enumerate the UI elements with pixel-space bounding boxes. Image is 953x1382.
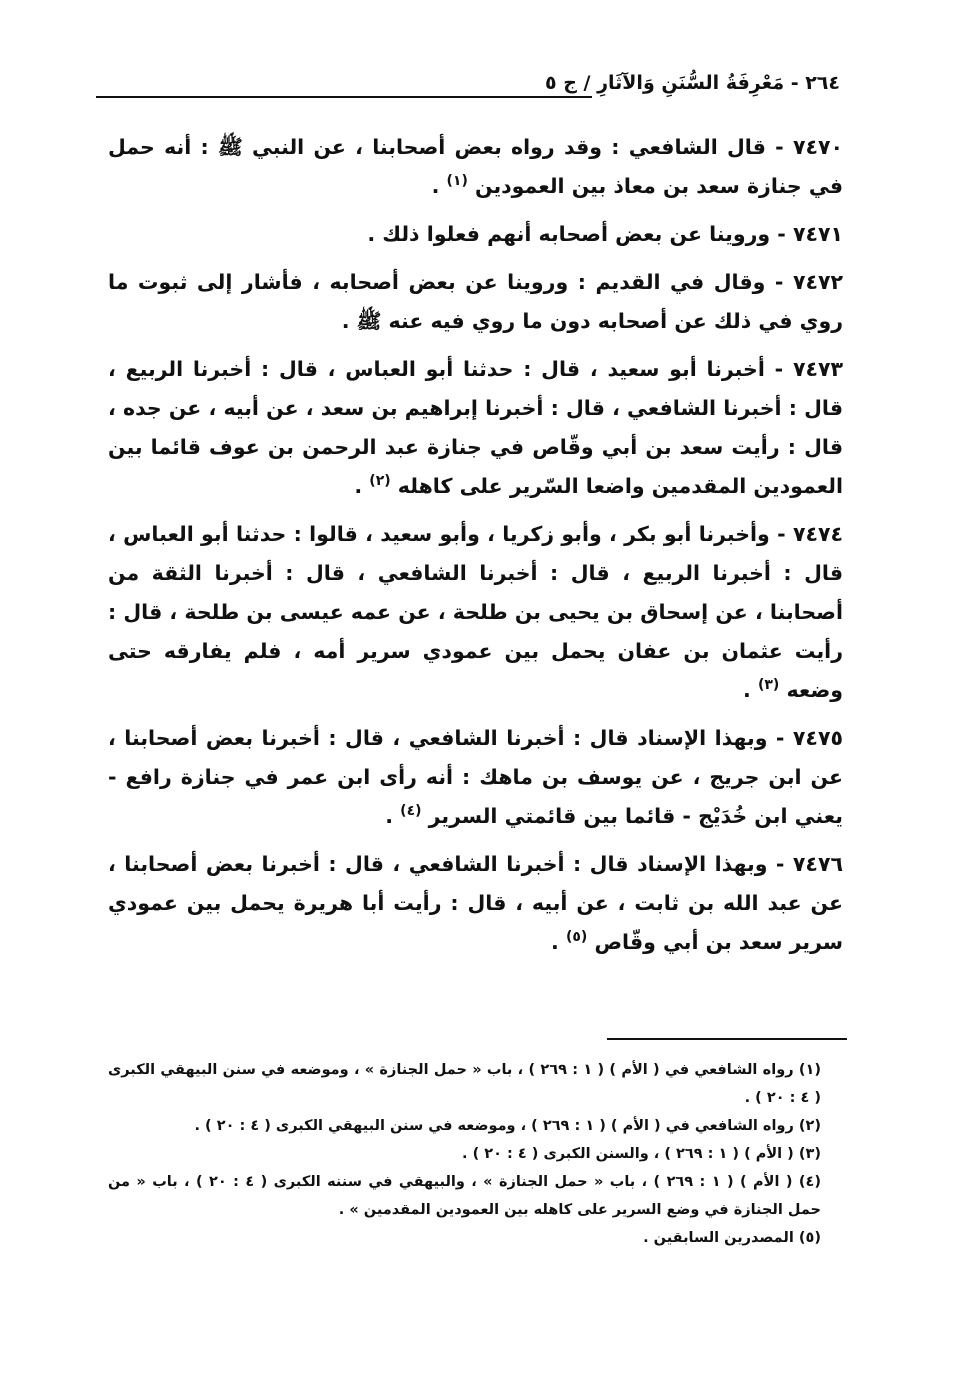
footnote-ref: (٢) <box>369 473 391 490</box>
hadith-end: . <box>431 174 447 198</box>
footnote: (٢) رواه الشافعي في ( الأم ) ( ١ : ٢٦٩ ) ، وموضعه في سنن البيهقي الكبرى ( ٤ : ٢٠ ) . <box>194 1118 821 1134</box>
hadith-paragraph: ٧٤٧١ - وروينا عن بعض أصحابه أنهم فعلوا ذلك . <box>367 222 843 246</box>
footnote: (٥) المصدرين السابقين . <box>643 1230 821 1246</box>
hadith-end: . <box>354 474 370 498</box>
hadith-number: ٧٤٧٢ <box>792 270 843 294</box>
hadith-text: وبهذا الإسناد قال : أخبرنا الشافعي ، قال : أخبرنا بعض أصحابنا ، عن ابن جريج ، عن يوسف بن ماهك : أنه رأى ابن عمر في جنازة رافع - يعني ابن خُدَيْج - قائما بين قائمتي السرير <box>108 726 843 828</box>
hadith-end: . <box>385 804 401 828</box>
hadith-text: أخبرنا أبو سعيد ، قال : حدثنا أبو العباس ، قال : أخبرنا الربيع ، قال : أخبرنا الشافعي ، قال : أخبرنا إبراهيم بن سعد ، عن أبيه ، عن جده ، قال : رأيت سعد بن أبي وقّاص في جنازة عبد الرحمن بن عوف قائما بين العمودين المقدمين واضعا السّرير على كاهله <box>108 357 843 498</box>
hadith-paragraph: ٧٤٧٢ - وقال في القديم : وروينا عن بعض أصحابه ، فأشار إلى ثبوت ما روي في ذلك عن أصحابه دون ما روي فيه عنه ﷺ . <box>108 270 843 333</box>
hadith-paragraph: ٧٤٧٠ - قال الشافعي : وقد رواه بعض أصحابنا ، عن النبي ﷺ : أنه حمل في جنازة سعد بن معاذ بين العمودين $^{(١)}$ . <box>108 135 843 198</box>
hadith-end: . <box>743 678 758 702</box>
hadith-number: ٧٤٧٦ <box>792 852 843 876</box>
hadith-paragraph: ٧٤٧٤ - وأخبرنا أبو بكر ، وأبو زكريا ، وأبو سعيد ، قالوا : حدثنا أبو العباس ، قال : أخبرنا الربيع ، قال : أخبرنا الشافعي ، قال : أخبرنا الثقة من أصحابنا ، عن إسحاق بن يحيى بن طلحة ، عن عمه عيسى بن طلحة ، قال : رأيت عثمان بن عفان يحمل بين عمودي سرير أمه ، فلم يفارقه حتى وضعه $^{(٣)}$ . <box>108 522 843 702</box>
footnotes <box>108 1056 843 1252</box>
hadith-text: وأخبرنا أبو بكر ، وأبو زكريا ، وأبو سعيد ، قالوا : حدثنا أبو العباس ، قال : أخبرنا الربيع ، قال : أخبرنا الشافعي ، قال : أخبرنا الثقة من أصحابنا ، عن إسحاق بن يحيى بن طلحة ، عن عمه عيسى بن طلحة ، قال : رأيت عثمان بن عفان يحمل بين عمودي سرير أمه ، فلم يفارقه حتى وضعه <box>108 522 843 702</box>
footnote-ref: (١) <box>446 173 468 190</box>
hadith-text: وبهذا الإسناد قال : أخبرنا الشافعي ، قال : أخبرنا بعض أصحابنا ، عن عبد الله بن ثابت ، عن أبيه ، قال : رأيت أبا هريرة يحمل بين عمودي سرير سعد بن أبي وقّاص <box>108 852 843 954</box>
hadith-end: . <box>551 930 566 954</box>
hadith-number: ٧٤٧٣ <box>792 357 843 381</box>
footnote-ref: (٥) <box>565 929 588 946</box>
running-title: ٢٦٤ - مَعْرِفَةُ السُّنَنِ وَالآثَارِ / ج ٥ <box>544 72 840 94</box>
hadith-number: ٧٤٧٠ <box>792 135 843 159</box>
footnote: (١) رواه الشافعي في ( الأم ) ( ١ : ٢٦٩ ) ، باب « حمل الجنازة » ، وموضعه في سنن البيهقي الكبرى ( ٤ : ٢٠ ) . <box>108 1062 821 1106</box>
footnote: (٤) ( الأم ) ( ١ : ٢٦٩ ) ، باب « حمل الجنازة » ، والبيهقي في سننه الكبرى ( ٤ : ٢٠ ) ، باب « من حمل الجنازة في وضع السرير على كاهله بين العمودين المقدمين » . <box>108 1174 821 1218</box>
header-rule <box>96 96 592 98</box>
footnote-ref: (٤) <box>400 803 422 820</box>
hadith-number: ٧٤٧٤ <box>792 522 843 546</box>
hadith-text: قال الشافعي : وقد رواه بعض أصحابنا ، عن النبي ﷺ : أنه حمل في جنازة سعد بن معاذ بين العمودين <box>108 135 843 198</box>
hadith-paragraph: ٧٤٧٣ - أخبرنا أبو سعيد ، قال : حدثنا أبو العباس ، قال : أخبرنا الربيع ، قال : أخبرنا الشافعي ، قال : أخبرنا إبراهيم بن سعد ، عن أبيه ، عن جده ، قال : رأيت سعد بن أبي وقّاص في جنازة عبد الرحمن بن عوف قائما بين العمودين المقدمين واضعا السّرير على كاهله $^{(٢)}$ . <box>108 357 843 498</box>
hadith-number: ٧٤٧١ <box>792 222 843 246</box>
footnote-rule <box>607 1038 847 1040</box>
page-header <box>96 72 840 102</box>
hadith-number: ٧٤٧٥ <box>792 726 843 750</box>
main-text <box>108 128 843 971</box>
hadith-paragraph: ٧٤٧٥ - وبهذا الإسناد قال : أخبرنا الشافعي ، قال : أخبرنا بعض أصحابنا ، عن ابن جريج ، عن يوسف بن ماهك : أنه رأى ابن عمر في جنازة رافع - يعني ابن خُدَيْج - قائما بين قائمتي السرير $^{(٤)}$ . <box>108 726 843 828</box>
hadith-text: وقال في القديم : وروينا عن بعض أصحابه ، فأشار إلى ثبوت ما روي في ذلك عن أصحابه دون ما روي فيه عنه ﷺ . <box>108 270 843 333</box>
hadith-paragraph: ٧٤٧٦ - وبهذا الإسناد قال : أخبرنا الشافعي ، قال : أخبرنا بعض أصحابنا ، عن عبد الله بن ثابت ، عن أبيه ، قال : رأيت أبا هريرة يحمل بين عمودي سرير سعد بن أبي وقّاص $^{(٥)}$ . <box>108 852 843 954</box>
footnote-ref: (٣) <box>757 677 780 694</box>
hadith-text: وروينا عن بعض أصحابه أنهم فعلوا ذلك . <box>367 222 771 246</box>
footnote: (٣) ( الأم ) ( ١ : ٢٦٩ ) ، والسنن الكبرى ( ٤ : ٢٠ ) . <box>462 1146 821 1162</box>
